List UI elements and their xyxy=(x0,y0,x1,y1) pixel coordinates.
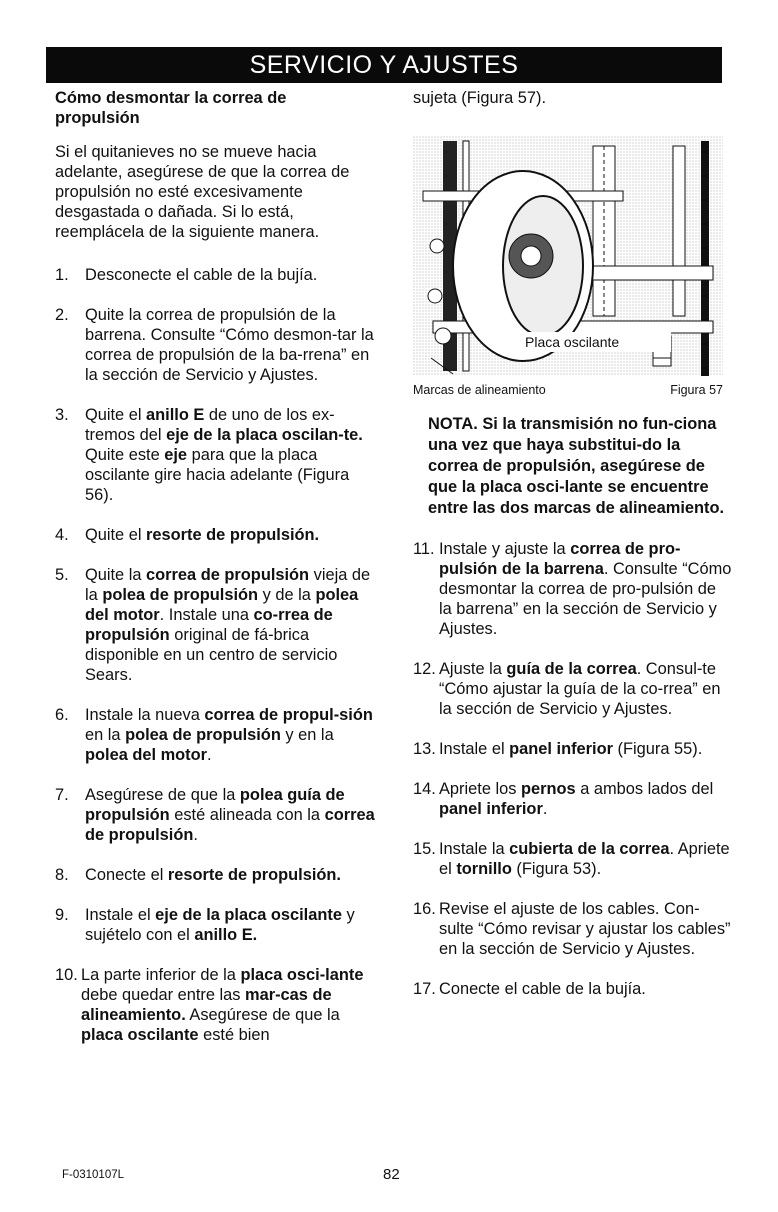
steps-list-left xyxy=(55,265,375,1045)
step-number: 7. xyxy=(55,786,69,804)
step-item xyxy=(55,305,375,385)
step-number: 3. xyxy=(55,406,69,424)
document-code: F-0310107L xyxy=(62,1169,125,1181)
label-marcas-alineamiento: Marcas de alineamiento xyxy=(413,383,546,397)
right-column xyxy=(413,88,733,1019)
step-item xyxy=(413,839,733,879)
figure-number: Figura 57 xyxy=(670,383,723,397)
step-item xyxy=(413,539,733,639)
section-banner: SERVICIO Y AJUSTES xyxy=(46,47,722,83)
step-number: 9. xyxy=(55,906,69,924)
step-text: Quite el anillo E de uno de los ex-tremos del eje de la placa oscilan-te. Quite este eje para que la placa oscilante gire hacia adelante (Figura 56). xyxy=(85,406,363,504)
step-item xyxy=(55,705,375,765)
step-text: Instale y ajuste la correa de pro-pulsión de la barrena. Consulte “Cómo desmontar la correa de pro-pulsión de la barrena” en la sección de Servicio y Ajustes. xyxy=(439,540,732,638)
step-item xyxy=(55,785,375,845)
step-text: Instale la nueva correa de propul-sión en la polea de propulsión y en la polea del motor. xyxy=(85,706,373,764)
step-item xyxy=(55,525,375,545)
step-number: 16. xyxy=(413,900,436,918)
drive-assembly-illustration xyxy=(413,136,723,376)
step-item xyxy=(413,739,733,759)
step-number: 13. xyxy=(413,740,436,758)
step-text: Conecte el resorte de propulsión. xyxy=(85,866,341,884)
page-number: 82 xyxy=(383,1166,400,1183)
step-item xyxy=(413,779,733,819)
step-text: Instale el eje de la placa oscilante y sujételo con el anillo E. xyxy=(85,906,355,944)
step-text: Instale la cubierta de la correa. Apriete el tornillo (Figura 53). xyxy=(439,840,730,878)
step-text: Asegúrese de que la polea guía de propulsión esté alineada con la correa de propulsión. xyxy=(85,786,375,844)
step-text: Desconecte el cable de la bujía. xyxy=(85,266,318,284)
step-text: La parte inferior de la placa osci-lante debe quedar entre las mar-cas de alineamiento. Asegúrese de que la placa oscilante esté bien xyxy=(81,966,364,1044)
step-item xyxy=(55,865,375,885)
step-text: Quite el resorte de propulsión. xyxy=(85,526,320,544)
continuation-text: sujeta (Figura 57). xyxy=(413,89,547,107)
step-number: 15. xyxy=(413,840,436,858)
step-number: 4. xyxy=(55,526,69,544)
step-number: 2. xyxy=(55,306,69,324)
section-heading: Cómo desmontar la correa de propulsión xyxy=(55,89,287,127)
step-text: Conecte el cable de la bujía. xyxy=(439,980,646,998)
steps-list-right xyxy=(413,539,733,999)
left-column xyxy=(55,88,375,1065)
step-text: Revise el ajuste de los cables. Con-sulte “Cómo revisar y ajustar los cables” en la sección de Servicio y Ajustes. xyxy=(439,900,731,958)
step-number: 10. xyxy=(55,966,78,984)
step-item xyxy=(55,265,375,285)
step-text: Quite la correa de propulsión de la barrena. Consulte “Cómo desmon-tar la correa de propulsión de la ba-rrena” en la sección de Servicio y Ajustes. xyxy=(85,306,374,384)
step-number: 1. xyxy=(55,266,69,284)
note-block: NOTA. Si la transmisión no fun-ciona una vez que haya substitui-do la correa de propulsión, asegúrese de que la placa osci-lante se encuentre entre las dos marcas de alineamiento. xyxy=(428,415,725,517)
step-item xyxy=(413,899,733,959)
figure-caption xyxy=(413,380,723,400)
step-text: Instale el panel inferior (Figura 55). xyxy=(439,740,703,758)
step-number: 17. xyxy=(413,980,436,998)
step-text: Quite la correa de propulsión vieja de la polea de propulsión y de la polea del motor. Instale una co-rrea de propulsión original de fá-brica disponible en un centro de servicio Sears. xyxy=(85,566,371,684)
step-number: 5. xyxy=(55,566,69,584)
figure-57 xyxy=(413,136,723,376)
label-placa-oscilante: Placa oscilante xyxy=(525,334,620,350)
step-item xyxy=(413,979,733,999)
step-number: 6. xyxy=(55,706,69,724)
step-item xyxy=(55,905,375,945)
step-text: Ajuste la guía de la correa. Consul-te “Cómo ajustar la guía de la co-rrea” en la sección de Servicio y Ajustes. xyxy=(439,660,721,718)
intro-paragraph: Si el quitanieves no se mueve hacia adelante, asegúrese de que la correa de propulsión no esté excesivamente desgastada o dañada. Si lo está, reemplácela de la siguiente manera. xyxy=(55,143,350,241)
step-number: 11. xyxy=(413,540,435,558)
step-number: 8. xyxy=(55,866,69,884)
step-item xyxy=(413,659,733,719)
step-text: Apriete los pernos a ambos lados del panel inferior. xyxy=(439,780,714,818)
step-number: 12. xyxy=(413,660,436,678)
step-number: 14. xyxy=(413,780,436,798)
step-item xyxy=(55,965,375,1045)
step-item xyxy=(55,405,375,505)
step-item xyxy=(55,565,375,685)
